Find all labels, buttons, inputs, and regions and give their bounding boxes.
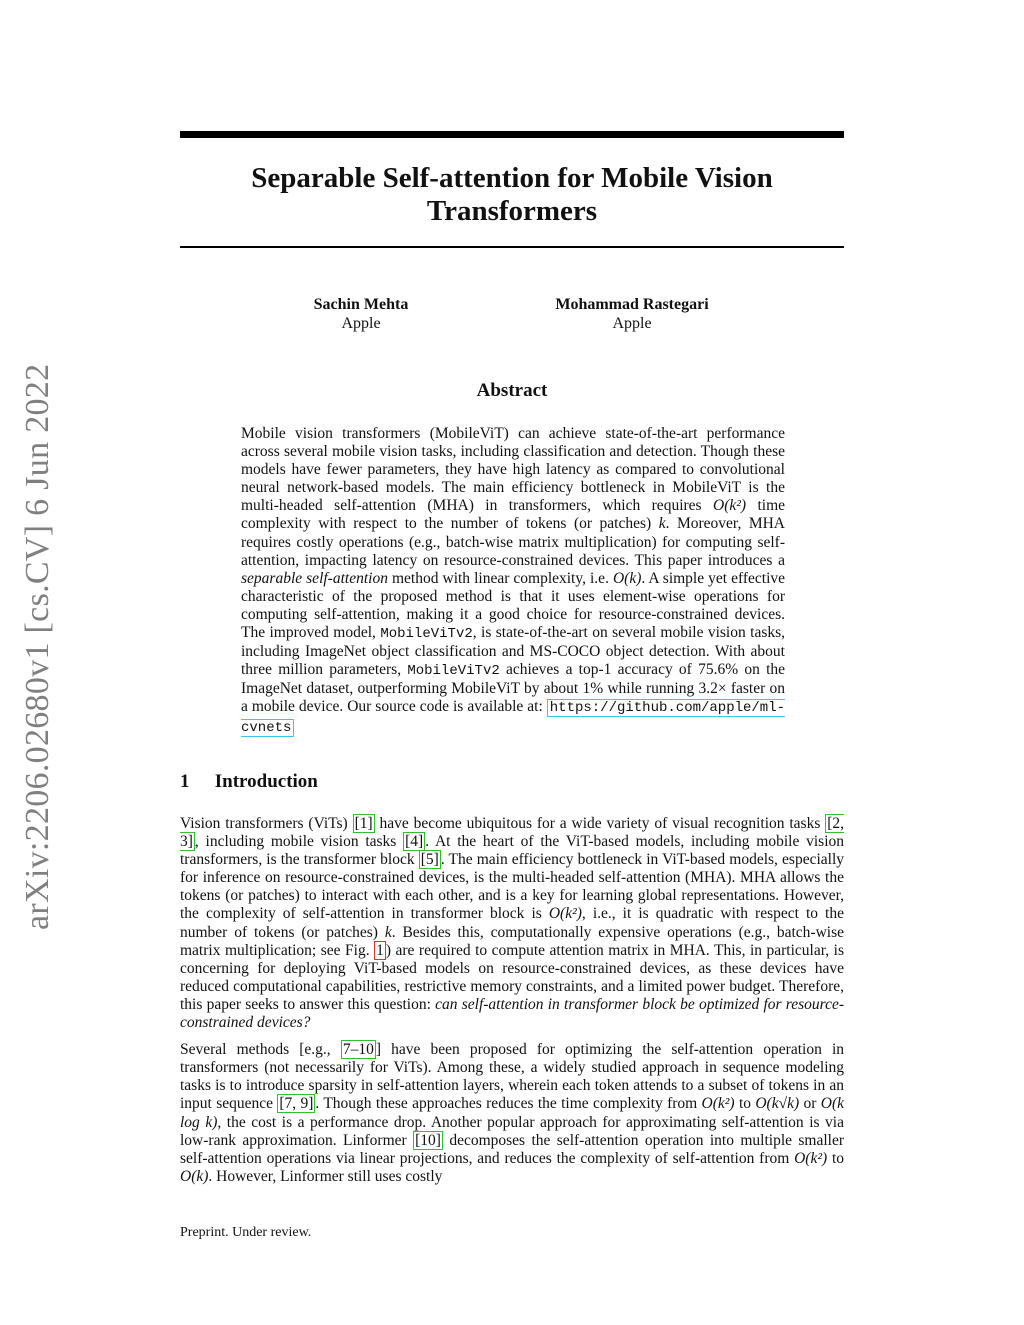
body-text: . However, Linformer still uses costly bbox=[208, 1167, 443, 1185]
abstract-text: . Moreover, MHA requires costly operations (e.g., batch-wise matrix multiplication) for computing self-attention, impacting latency on resource-constrained devices. This paper introduces a bbox=[241, 515, 786, 569]
body-text: , including mobile vision tasks bbox=[194, 833, 397, 851]
math-expression: O(k) bbox=[612, 569, 642, 587]
citation-link[interactable]: [1] bbox=[354, 815, 373, 832]
abstract-text: time complexity with respect to the number of tokens (or patches) bbox=[241, 497, 786, 533]
figure-reference-link[interactable]: 1 bbox=[376, 941, 384, 959]
title-bottom-rule bbox=[180, 246, 844, 248]
arxiv-identifier-stamp: arXiv:2206.02680v1 [cs.CV] 6 Jun 2022 bbox=[19, 363, 56, 930]
citation-link[interactable]: [10] bbox=[415, 1131, 441, 1149]
research-question: can self-attention in transformer block be optimized for resource-constrained devices? bbox=[180, 995, 845, 1032]
body-text: . Besides this, computationally expensive operations (e.g., batch-wise matrix multiplication; see Fig. bbox=[180, 923, 844, 959]
math-expression: k bbox=[658, 515, 666, 533]
math-expression: O(k²) bbox=[701, 1095, 735, 1113]
emphasis-text: separable self-attention bbox=[241, 569, 388, 587]
math-expression: O(k²) bbox=[794, 1149, 828, 1167]
model-name: MobileViTv2 bbox=[407, 663, 500, 680]
body-text: ] have been proposed for optimizing the self-attention operation in transformers (not necessarily for ViTs). Among these, a widely studied approach in sequence modeling tasks is to introduce sparsity in self-attention layers, wherein each token attends to a subset of tokens in an input sequence bbox=[180, 1041, 845, 1113]
abstract-text: , is state-of-the-art on several mobile vision tasks, including ImageNet object classification and MS-COCO object detection. With about three million parameters, bbox=[241, 624, 786, 679]
math-expression: O(k²) bbox=[548, 905, 582, 923]
citation-link[interactable]: [5] bbox=[420, 851, 439, 869]
body-text: to bbox=[738, 1095, 751, 1113]
author-block-1 bbox=[241, 295, 481, 333]
abstract-body bbox=[241, 425, 785, 737]
math-expression: O(k log k) bbox=[180, 1095, 844, 1131]
introduction-body bbox=[180, 815, 844, 1195]
body-text: ) are required to compute attention matrix in MHA. This, in particular, is concerning for deploying ViT-based models on resource-constrained devices, as these devices have reduced computational capabilities, restrictive memory constraints, and a limited power budget. Therefore, this paper seeks to answer this question: bbox=[180, 941, 844, 1013]
body-text: have become ubiquitous for a wide variety of visual recognition tasks bbox=[379, 815, 821, 832]
section-title: Introduction bbox=[214, 771, 318, 792]
math-expression: O(k) bbox=[180, 1167, 209, 1185]
paper-title: Separable Self-attention for Mobile Vision Transformers bbox=[251, 162, 773, 227]
math-expression: O(k√k) bbox=[755, 1095, 800, 1113]
citation-link[interactable]: [2, 3] bbox=[180, 815, 845, 851]
citation-link[interactable]: [4] bbox=[405, 833, 424, 851]
abstract-text: method with linear complexity, i.e. bbox=[391, 569, 609, 587]
body-text: Vision transformers (ViTs) bbox=[180, 815, 348, 832]
section-number: 1 bbox=[180, 771, 190, 792]
author-name: Mohammad Rastegari bbox=[555, 296, 709, 313]
abstract-text: . A simple yet effective characteristic of the proposed method is that it uses element-wise operations for computing self-attention, making it a good choice for resource-constrained devices. The improved model, bbox=[241, 569, 786, 642]
abstract-text: achieves a top-1 accuracy of 75.6% on the ImageNet dataset, outperforming MobileViT by about 1% while running 3.2× faster on a mobile device. Our source code is available at: bbox=[241, 661, 786, 716]
paragraph bbox=[180, 1041, 844, 1186]
abstract-text: Mobile vision transformers (MobileViT) can achieve state-of-the-art performance across several mobile vision tasks, including classification and detection. Though these models have fewer parameters, they have high latency as compared to convolutional neural network-based models. The main efficiency bottleneck in MobileViT is the multi-headed self-attention (MHA) in transformers, which requires bbox=[241, 425, 785, 515]
body-text: or bbox=[803, 1095, 817, 1113]
body-text: . Though these approaches reduces the time complexity from bbox=[315, 1095, 698, 1113]
abstract-heading: Abstract bbox=[476, 380, 548, 401]
source-code-link[interactable]: https://github.com/apple/ml-cvnets bbox=[241, 700, 786, 736]
body-text: . The main efficiency bottleneck in ViT-based models, especially for inference on resource-constrained devices, is the multi-headed self-attention (MHA). MHA allows the tokens (or patches) to interact with each other, and is a key for learning global representations. However, the complexity of self-attention in transformer block is bbox=[180, 851, 845, 923]
model-name: MobileViTv2 bbox=[380, 626, 473, 643]
body-text: Several methods [e.g., bbox=[180, 1041, 331, 1059]
section-heading-introduction bbox=[180, 771, 318, 793]
body-text: . At the heart of the ViT-based models, including mobile vision transformers, is the transformer block bbox=[180, 833, 845, 869]
citation-link[interactable]: [7, 9] bbox=[279, 1095, 314, 1113]
title-top-rule bbox=[180, 131, 844, 138]
paragraph bbox=[180, 815, 844, 1032]
page-footer: Preprint. Under review. bbox=[180, 1225, 312, 1240]
math-expression: O(k²) bbox=[713, 497, 747, 515]
author-name: Sachin Mehta bbox=[313, 296, 409, 313]
math-expression: k bbox=[384, 923, 392, 941]
author-affiliation: Apple bbox=[341, 315, 381, 332]
body-text: decomposes the self-attention operation into multiple smaller self-attention operations via linear projections, and reduces the complexity of self-attention from bbox=[180, 1131, 845, 1167]
body-text: , i.e., it is quadratic with respect to the number of tokens (or patches) bbox=[180, 905, 844, 941]
body-text: to bbox=[831, 1149, 845, 1167]
body-text: , the cost is a performance drop. Another popular approach for approximating self-attention is via low-rank approximation. Linformer bbox=[180, 1113, 844, 1149]
author-affiliation: Apple bbox=[612, 315, 652, 332]
author-block-2 bbox=[512, 295, 752, 333]
citation-link[interactable]: 7–10 bbox=[342, 1041, 374, 1059]
